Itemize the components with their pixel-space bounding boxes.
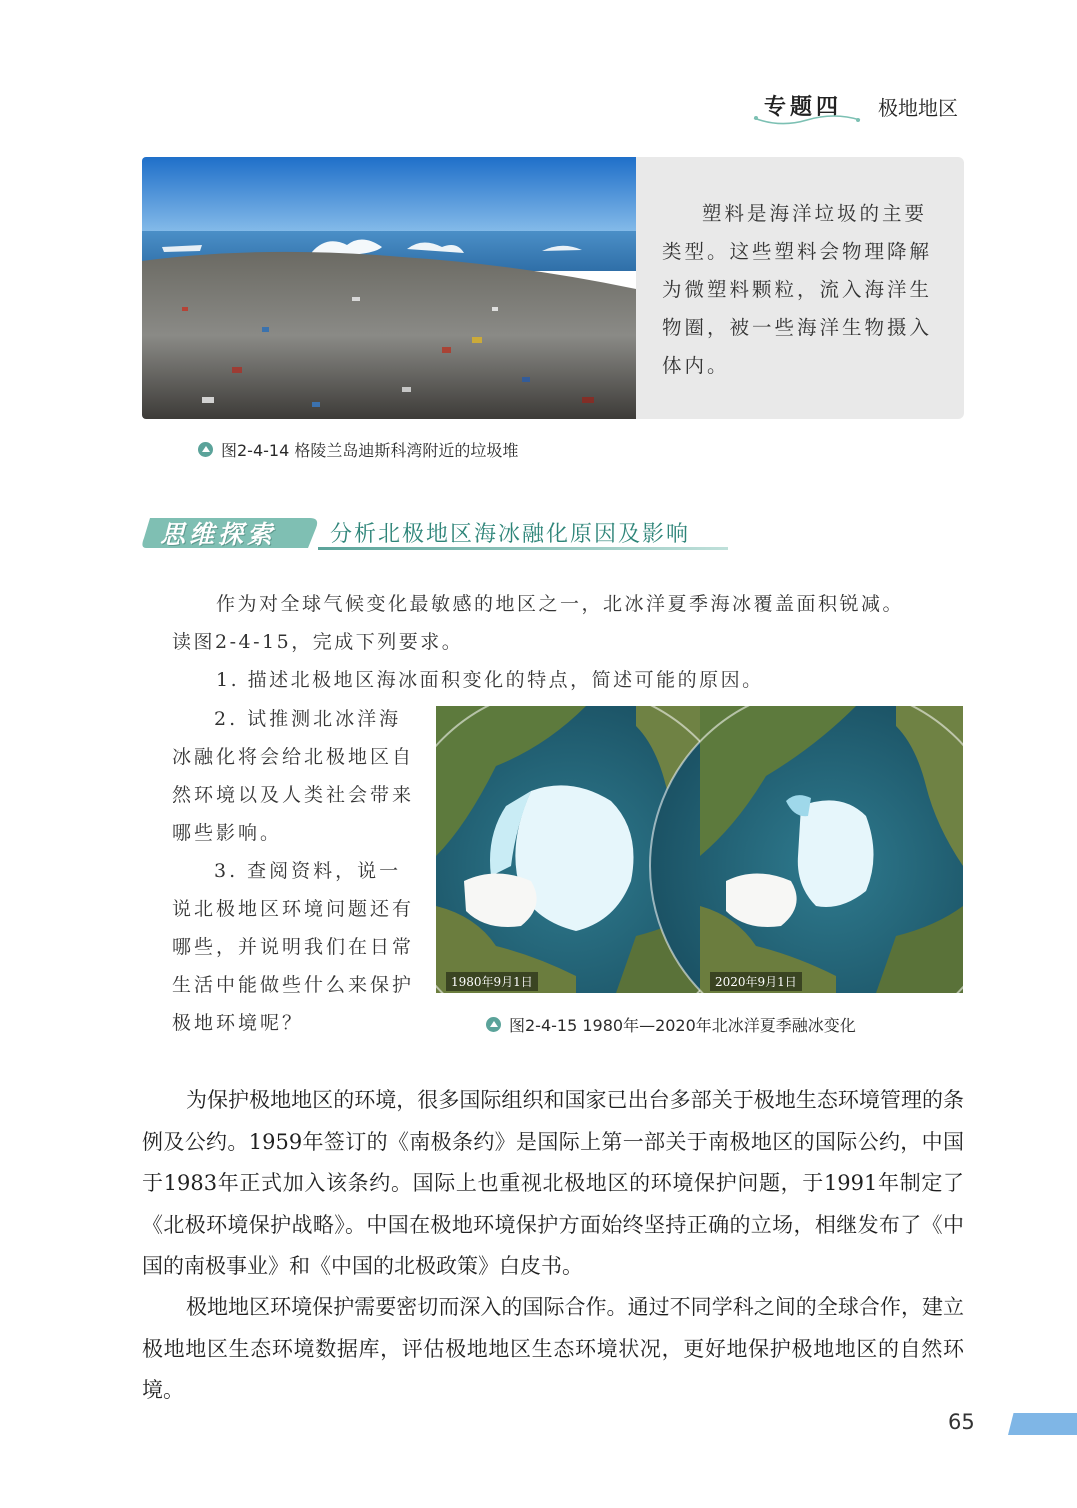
header-region: 极地地区	[878, 96, 958, 120]
section-underline	[318, 547, 728, 550]
body-paragraph-2	[142, 1287, 964, 1412]
map-label-1980: 1980年9月1日	[446, 972, 538, 991]
exploration-question-2: 2. 试推测北冰洋海冰融化将会给北极地区自然环境以及人类社会带来哪些影响。	[172, 708, 415, 844]
exploration-question-3: 3. 查阅资料，说一说北极地区环境问题还有哪些，并说明我们在日常生活中能做些什么来保护极地环境呢？	[172, 860, 415, 1034]
exploration-intro-line1: 作为对全球气候变化最敏感的地区之一，北冰洋夏季海冰覆盖面积锐减。	[216, 593, 905, 615]
header-topic: 专题四	[764, 95, 843, 120]
exploration-intro-line2: 读图2-4-15，完成下列要求。	[172, 631, 464, 653]
plastic-info-text: 塑料是海洋垃圾的主要类型。这些塑料会物理降解为微塑料颗粒，流入海洋生物圈，被一些海洋生物摄入体内。	[662, 202, 933, 377]
header-wave-decoration	[752, 112, 862, 128]
figure-caption-2-4-15	[486, 1013, 856, 1036]
section-title: 分析北极地区海冰融化原因及影响	[330, 522, 691, 547]
figure-caption-2-4-15-text: 图2-4-15 1980年—2020年北冰洋夏季融冰变化	[509, 1016, 856, 1035]
body-paragraph-1-text: 为保护极地地区的环境，很多国际组织和国家已出台多部关于极地生态环境管理的条例及公约。1959年签订的《南极条约》是国际上第一部关于南极地区的国际公约，中国于1983年正式加入该条约。国际上也重视北极地区的环境保护问题，于1991年制定了《北极环境保护战略》。中国在极地环境保护方面始终坚持正确的立场，相继发布了《中国的南极事业》和《中国的北极政策》白皮书。	[142, 1088, 964, 1278]
figure-caption-2-4-14	[198, 438, 518, 461]
caption-triangle-icon	[198, 442, 213, 457]
caption-triangle-icon	[486, 1017, 501, 1032]
exploration-left-column	[172, 700, 418, 1042]
globe-2020	[650, 706, 963, 993]
body-paragraph-2-text: 极地地区环境保护需要密切而深入的国际合作。通过不同学科之间的全球合作，建立极地地区生态环境数据库，评估极地地区生态环境状况，更好地保护极地地区的自然环境。	[142, 1295, 964, 1402]
section-badge: 思维探索	[160, 520, 277, 549]
arctic-ice-maps	[436, 706, 963, 993]
body-paragraph-1	[142, 1080, 964, 1288]
exploration-question-1: 1. 描述北极地区海冰面积变化的特点，简述可能的原因。	[216, 669, 764, 691]
map-label-2020: 2020年9月1日	[710, 972, 802, 991]
landfill-photo	[142, 157, 636, 419]
plastic-info-box	[636, 157, 964, 419]
page-number: 65	[948, 1410, 975, 1434]
figure-caption-2-4-14-text: 图2-4-14 格陵兰岛迪斯科湾附近的垃圾堆	[221, 441, 519, 460]
page-number-tab	[1008, 1413, 1077, 1435]
